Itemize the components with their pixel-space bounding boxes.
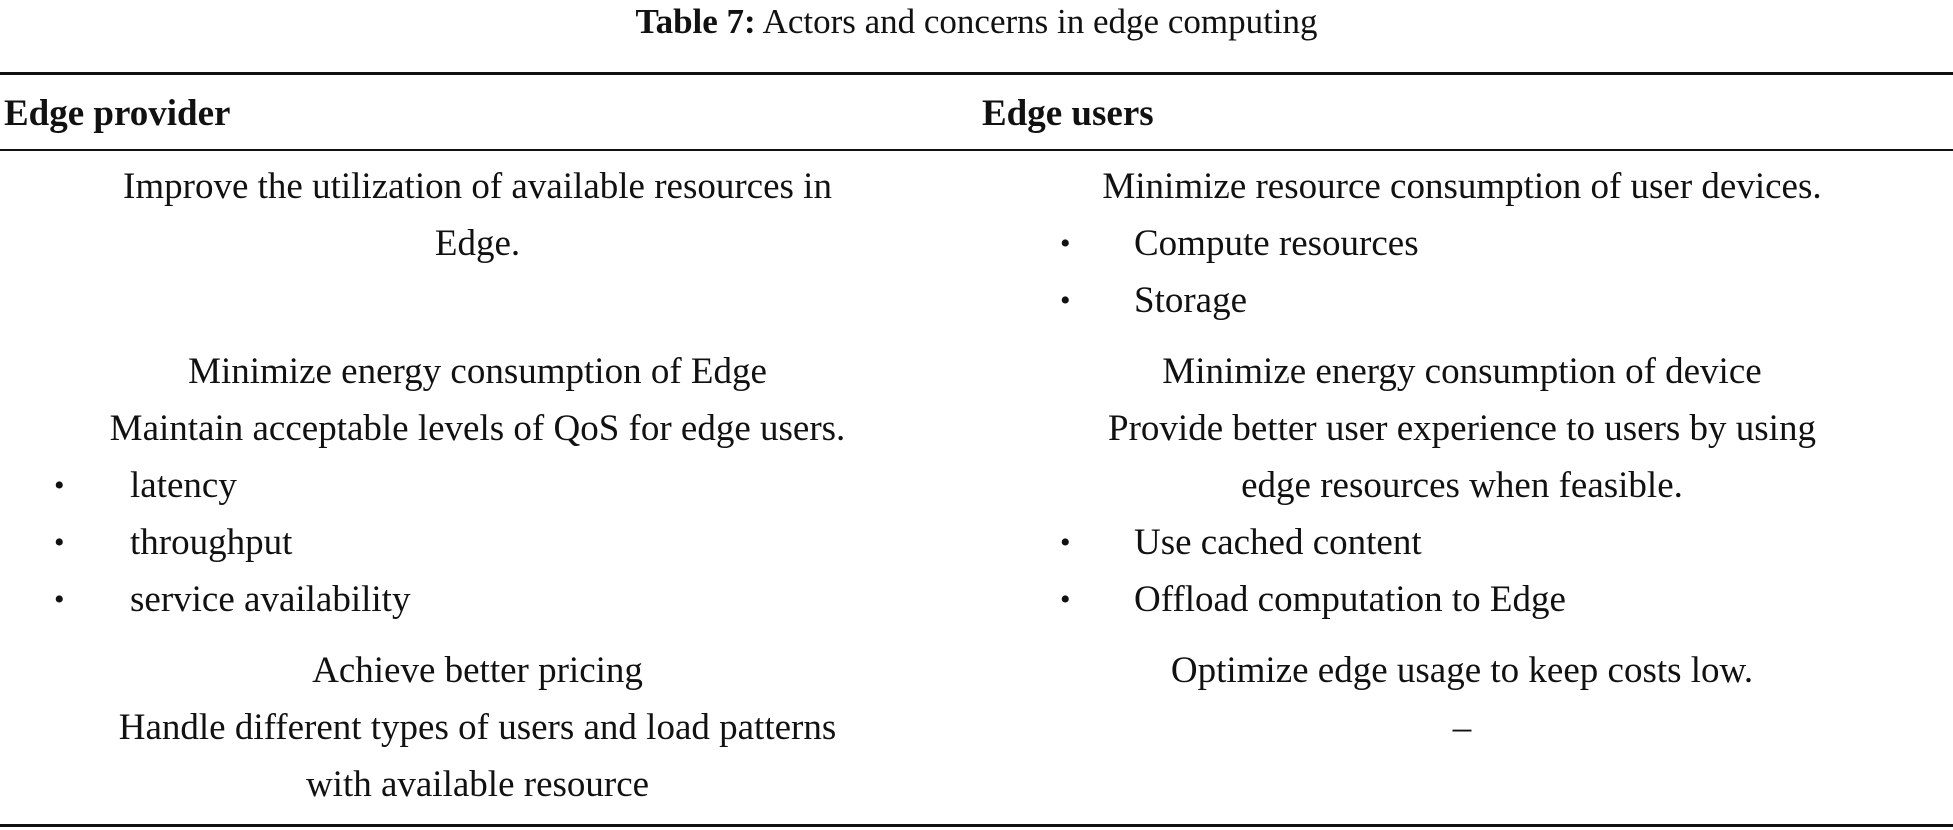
table-cell xyxy=(0,158,955,329)
list-item-text: Use cached content xyxy=(1134,522,1422,563)
table-cell xyxy=(0,642,955,813)
cell-text: with available resource xyxy=(305,764,650,805)
table-top-rule xyxy=(0,72,1953,75)
bullet-icon: • xyxy=(54,526,65,559)
list-item xyxy=(982,272,1942,329)
edge-users-column xyxy=(982,158,1942,756)
list-item-text: throughput xyxy=(130,522,293,563)
cell-text: Minimize energy consumption of device xyxy=(1162,351,1762,392)
bullet-icon: • xyxy=(1060,284,1071,317)
cell-text: Minimize energy consumption of Edge xyxy=(188,351,767,392)
table-cell xyxy=(982,343,1942,628)
cell-text: Edge. xyxy=(434,223,521,264)
bullet-icon: • xyxy=(1060,526,1071,559)
bullet-icon: • xyxy=(54,469,65,502)
list-item-text: Storage xyxy=(1134,280,1248,321)
list-item-text: Offload computation to Edge xyxy=(1134,579,1566,620)
list-item xyxy=(0,571,955,628)
table-cell xyxy=(982,158,1942,329)
bullet-icon: • xyxy=(1060,583,1071,616)
cell-text: Minimize resource consumption of user devices. xyxy=(1102,166,1822,207)
list-item-text: service availability xyxy=(130,579,411,620)
cell-text: edge resources when feasible. xyxy=(1241,465,1683,506)
column-header-edge-users: Edge users xyxy=(982,93,1154,134)
table-cell xyxy=(982,642,1942,756)
cell-spacer-line xyxy=(0,272,955,329)
bullet-icon: • xyxy=(54,583,65,616)
list-item-text: Compute resources xyxy=(1134,223,1419,264)
table-bottom-rule xyxy=(0,824,1953,827)
edge-provider-column xyxy=(0,158,955,813)
caption-text: Actors and concerns in edge computing xyxy=(762,2,1318,41)
column-header-edge-provider: Edge provider xyxy=(4,93,231,134)
cell-text: Improve the utilization of available resources in xyxy=(123,166,832,207)
caption-label: Table 7: xyxy=(635,2,756,41)
table-cell xyxy=(0,343,955,628)
list-item xyxy=(982,514,1942,571)
list-item xyxy=(0,457,955,514)
cell-text: Handle different types of users and load patterns xyxy=(118,707,837,748)
cell-text: Provide better user experience to users by using xyxy=(1108,408,1816,449)
table-header-rule xyxy=(0,149,1953,151)
bullet-icon: • xyxy=(1060,227,1071,260)
cell-text: – xyxy=(1452,707,1472,748)
list-item xyxy=(982,215,1942,272)
table-caption xyxy=(0,0,1953,44)
list-item-text: latency xyxy=(130,465,237,506)
list-item xyxy=(0,514,955,571)
cell-text: Achieve better pricing xyxy=(312,650,643,691)
bullet-list xyxy=(0,457,955,628)
bullet-list xyxy=(982,514,1942,628)
cell-text: Optimize edge usage to keep costs low. xyxy=(1170,650,1754,691)
bullet-list xyxy=(982,215,1942,329)
list-item xyxy=(982,571,1942,628)
cell-text: Maintain acceptable levels of QoS for edge users. xyxy=(109,408,846,449)
